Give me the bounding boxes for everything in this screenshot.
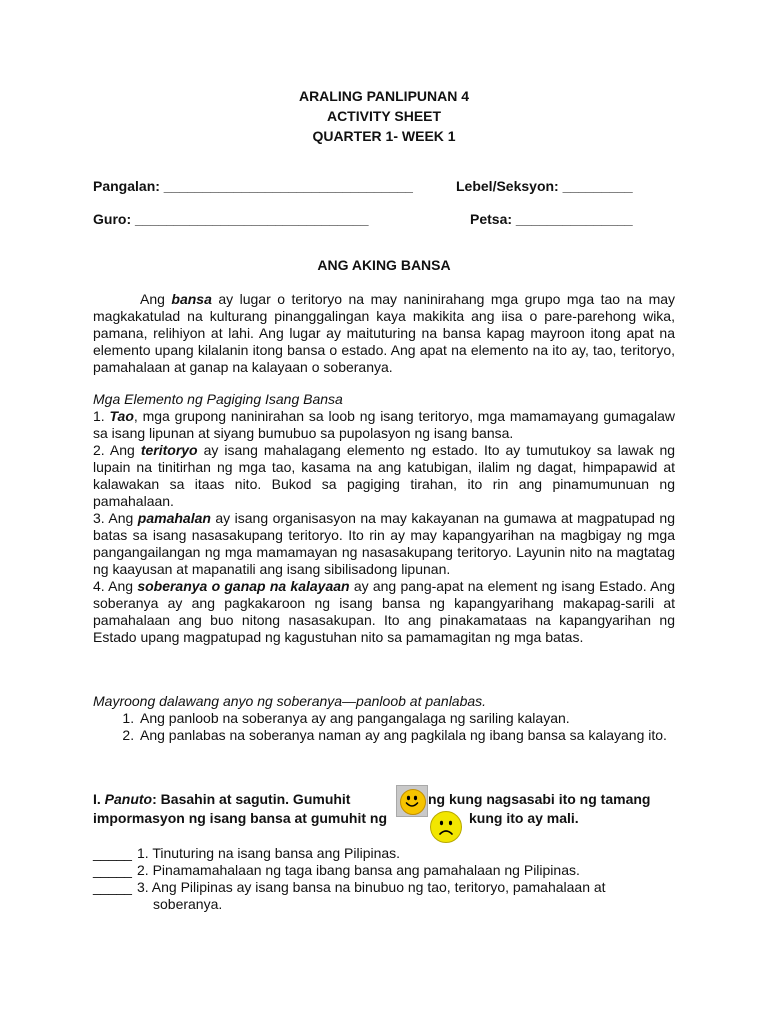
intro-paragraph <box>93 291 675 376</box>
element-item: 1. Tao, mga grupong naninirahan sa loob ng isang teritoryo, mga mamamayang gumagalaw sa isang lipunan at siyang bumubuo sa pupolasyon ng isang bansa. <box>93 408 675 441</box>
element-item: 2. Ang teritoryo ay isang mahalagang elemento ng estado. Ito ay tumutukoy sa lawak ng lupain na tinitirhan ng mga tao, kasama na ang katubigan, ilalim ng dagat, himpapawid at kalawakan sa itaas nito. Bukod sa pagiging tirahan, ito rin ang pinamumunuan ng pamahalaan. <box>93 442 676 509</box>
intro-text: ay lugar o teritoryo na may naninirahang mga grupo mga tao na may magkakatulad na kulturang pinanggalingan kaya makikita ang iisa o pare-parehong wika, pamana, relihiyon at lahi. Ang lugar ay maituturing na bansa kapag mayroon itong apat na elemento upang kilalanin itong bansa o estado. Ang apat na elemento na ito ay, tao, teritoryo, pamahalaan at ganap na kalayaan o soberanya. <box>93 291 676 375</box>
element-term: teritoryo <box>140 442 198 458</box>
question-text-continued: soberanya. <box>153 896 223 912</box>
list-item: 1. Ang panloob na soberanya ay ang pangangalaga ng sariling kalayan. <box>138 710 675 727</box>
element-item: 3. Ang pamahalan ay isang organisasyon na may kakayanan na gumawa at magpatupad ng batas sa isang nasasakupang teritoryo. Ito rin ay may kapangyarihan na magbigay ng mga pangangailangan ng mga mamamayan ng nasasakupang teritoryo. Layunin nito na magtatag ng kaayusan at mapanatili ang isang sibilisadong lipunan. <box>93 510 676 577</box>
guro-field[interactable]: Guro: ______________________________ <box>93 211 369 227</box>
panuto-line-1-end: ng kung nagsasabi ito ng tamang <box>428 791 651 807</box>
document-header <box>0 88 768 148</box>
element-term: soberanya o ganap na kalayaan <box>137 578 350 594</box>
question-list <box>93 845 693 913</box>
petsa-field[interactable]: Petsa: _______________ <box>470 211 633 227</box>
element-term: Tao <box>109 408 134 424</box>
intro-term: bansa <box>171 291 212 307</box>
panuto-label: Panuto <box>104 791 153 807</box>
elements-section <box>93 391 675 646</box>
list-item <box>93 862 693 879</box>
smiley-face-icon <box>396 785 428 817</box>
answer-blank[interactable]: _____ <box>93 845 132 861</box>
element-item: 4. Ang soberanya o ganap na kalayaan ay ang pang-apat na element ng isang Estado. Ang soberanya ay ang pagkakaroon ng isang bansa ng kapangyarihang makapag-sarili at pamahalaan ang buo nitong nasasakupan. Ito ang pinakamataas na kapangyarihan ng Estado upang magpatupad ng kagustuhan nito sa pamamagitan ng mga batas. <box>93 578 676 645</box>
quarter-week: QUARTER 1- WEEK 1 <box>312 128 456 144</box>
answer-blank[interactable]: _____ <box>93 862 132 878</box>
subject-title: ARALING PANLIPUNAN 4 <box>298 88 470 104</box>
list-item <box>93 845 693 862</box>
elements-heading: Mga Elemento ng Pagiging Isang Bansa <box>93 391 343 407</box>
sovereignty-list <box>93 710 675 744</box>
sovereignty-section <box>93 693 675 744</box>
frowning-face-icon <box>430 811 462 843</box>
list-item: 2. Ang panlabas na soberanya naman ay ang pagkilala ng ibang bansa sa kalayang ito. <box>138 727 675 744</box>
sovereignty-heading: Mayroong dalawang anyo ng soberanya—panloob at panlabas. <box>93 693 487 709</box>
panuto-line-2: impormasyon ng isang bansa at gumuhit ng <box>93 810 388 826</box>
answer-blank[interactable]: _____ <box>93 879 132 895</box>
element-term: pamahalan <box>137 510 211 526</box>
question-text: 1. Tinuturing na isang bansa ang Pilipinas. <box>137 845 401 861</box>
panuto-line-2-end: kung ito ay mali. <box>469 810 579 826</box>
pangalan-field[interactable]: Pangalan: ________________________________ <box>93 178 413 194</box>
lebel-seksyon-field[interactable]: Lebel/Seksyon: _________ <box>456 178 633 194</box>
intro-lead: Ang <box>140 291 165 307</box>
lesson-title: ANG AKING BANSA <box>317 257 451 273</box>
question-text: 3. Ang Pilipinas ay isang bansa na binubuo ng tao, teritoryo, pamahalaan at <box>137 879 606 895</box>
list-item <box>93 879 693 913</box>
panuto-line-1: I. Panuto: Basahin at sagutin. Gumuhit <box>93 791 351 807</box>
question-text: 2. Pinamamahalaan ng taga ibang bansa ang pamahalaan ng Pilipinas. <box>137 862 580 878</box>
sheet-title: ACTIVITY SHEET <box>326 108 442 124</box>
